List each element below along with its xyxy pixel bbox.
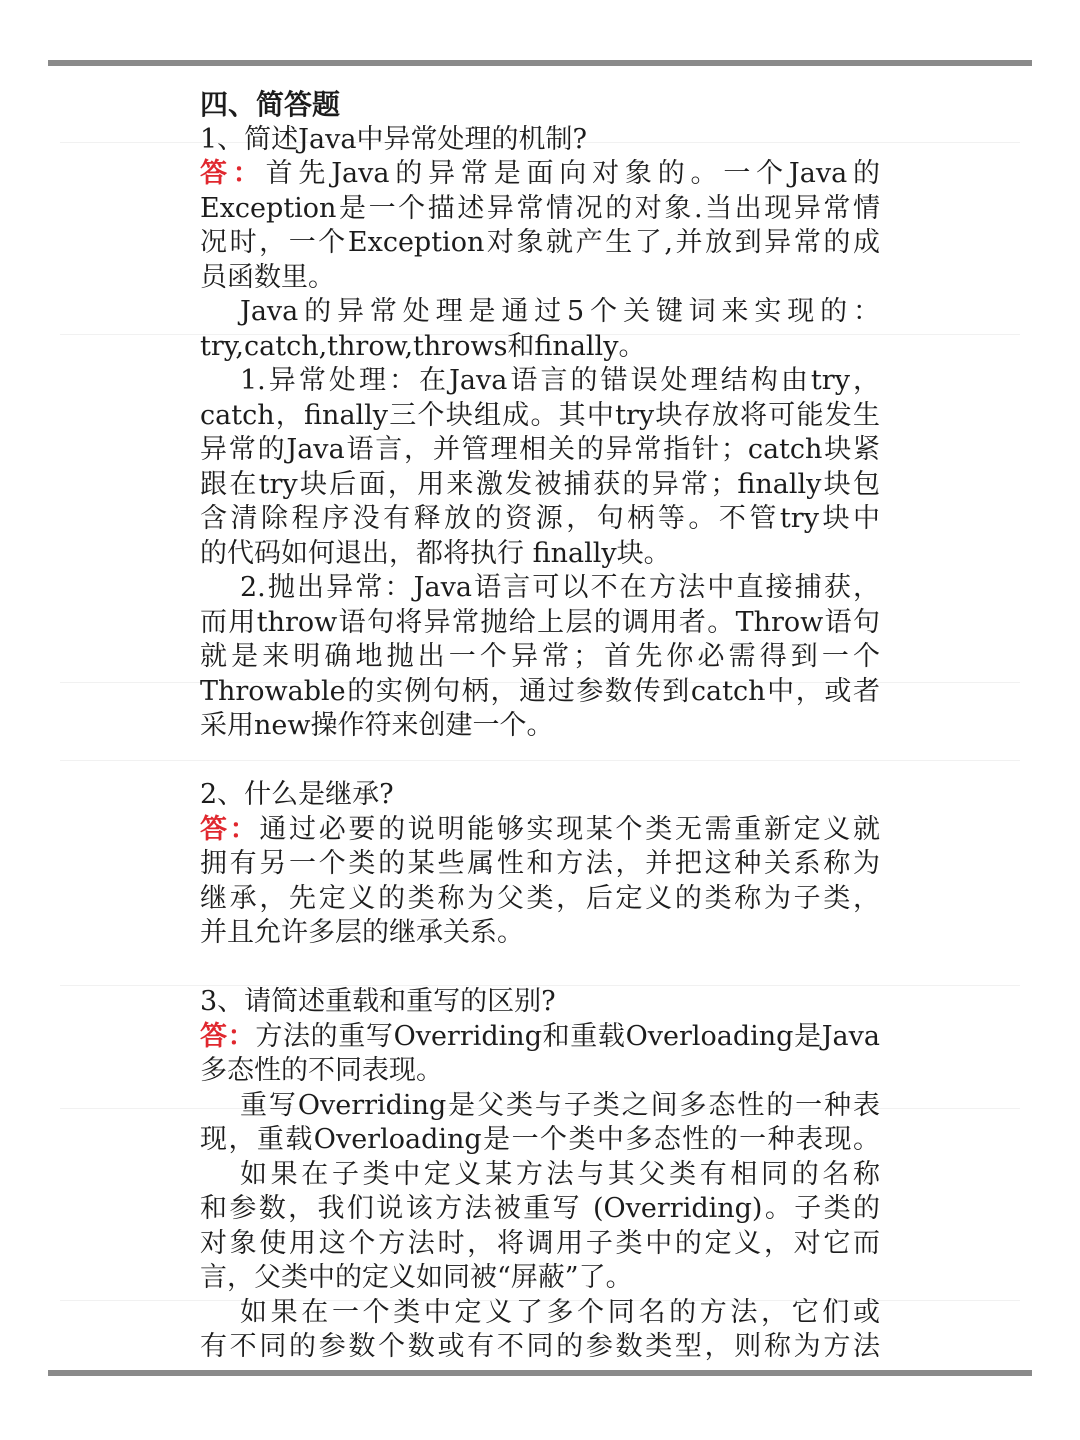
- answer-line: [200, 813, 880, 848]
- answer-line: 并且允许多层的继承关系。: [200, 917, 524, 948]
- answer-line: 1.异常处理：在Java语言的错误处理结构由try，: [240, 365, 880, 396]
- answer-line: 采用new操作符来创建一个。: [200, 710, 554, 741]
- answer-line: 重写Overriding是父类与子类之间多态性的一种表: [240, 1089, 880, 1121]
- answer-line: 多态性的不同表现。: [200, 1055, 443, 1086]
- answer-line: 而用throw语句将异常抛给上层的调用者。Throw语句: [200, 606, 880, 638]
- paragraph-gap: [200, 951, 880, 986]
- section-title: 四、简答题: [200, 88, 341, 121]
- answer-line: 异常的Java语言，并管理相关的异常指针；catch块紧: [200, 434, 880, 465]
- answer-line: [200, 157, 880, 192]
- answer-text: 首先Java的异常是面向对象的。一个Java的: [265, 158, 880, 189]
- answer-line: [200, 1020, 880, 1055]
- question-title: 3、请简述重载和重写的区别?: [200, 986, 556, 1017]
- answer-text: 方法的重写Overriding和重载Overloading是Java: [255, 1020, 880, 1052]
- answer-line: 继承，先定义的类称为父类，后定义的类称为子类，: [200, 882, 880, 914]
- answer-line: 2.抛出异常：Java语言可以不在方法中直接捕获，: [240, 572, 880, 603]
- answer-line: 如果在一个类中定义了多个同名的方法，它们或: [240, 1296, 880, 1328]
- answer-line: 的代码如何退出，都将执行 finally块。: [200, 537, 671, 569]
- answer-line: Throwable的实例句柄，通过参数传到catch中，或者: [200, 675, 880, 707]
- document-page: [200, 88, 880, 1366]
- answer-label: 答：: [200, 813, 260, 845]
- top-divider: [48, 60, 1032, 66]
- answer-line: Exception是一个描述异常情况的对象.当出现异常情: [200, 192, 880, 224]
- answer-line: try,catch,throw,throws和finally。: [200, 330, 646, 362]
- answer-label: 答：: [200, 158, 266, 189]
- answer-line: 有不同的参数个数或有不同的参数类型，则称为方法: [200, 1331, 880, 1362]
- answer-line: catch，finally三个块组成。其中try块存放将可能发生: [200, 399, 880, 431]
- answer-line: 拥有另一个类的某些属性和方法，并把这种关系称为: [200, 848, 880, 879]
- answer-line: 对象使用这个方法时，将调用子类中的定义，对它而: [200, 1227, 880, 1259]
- answer-line: 和参数，我们说该方法被重写 (Overriding)。子类的: [200, 1193, 880, 1224]
- question-title: 1、简述Java中异常处理的机制?: [200, 123, 587, 155]
- answer-line: 就是来明确地抛出一个异常；首先你必需得到一个: [200, 641, 880, 672]
- answer-line: 含清除程序没有释放的资源，句柄等。不管try块中: [200, 503, 880, 534]
- answer-label: 答：: [200, 1020, 256, 1052]
- answer-line: 言，父类中的定义如同被“屏蔽”了。: [200, 1262, 633, 1293]
- bottom-divider: [48, 1370, 1032, 1376]
- answer-line: 况时，一个Exception对象就产生了,并放到异常的成: [200, 227, 880, 258]
- answer-line: 现，重载Overloading是一个类中多态性的一种表现。: [200, 1124, 880, 1155]
- answer-line: 跟在try块后面，用来激发被捕获的异常；finally块包: [200, 468, 880, 500]
- question-title: 2、什么是继承?: [200, 779, 394, 810]
- paragraph-gap: [200, 744, 880, 779]
- answer-line: Java的异常处理是通过5个关键词来实现的：: [240, 296, 880, 327]
- answer-line: 如果在子类中定义某方法与其父类有相同的名称: [240, 1158, 880, 1190]
- answer-text: 通过必要的说明能够实现某个类无需重新定义就: [259, 813, 880, 845]
- answer-line: 员函数里。: [200, 261, 335, 293]
